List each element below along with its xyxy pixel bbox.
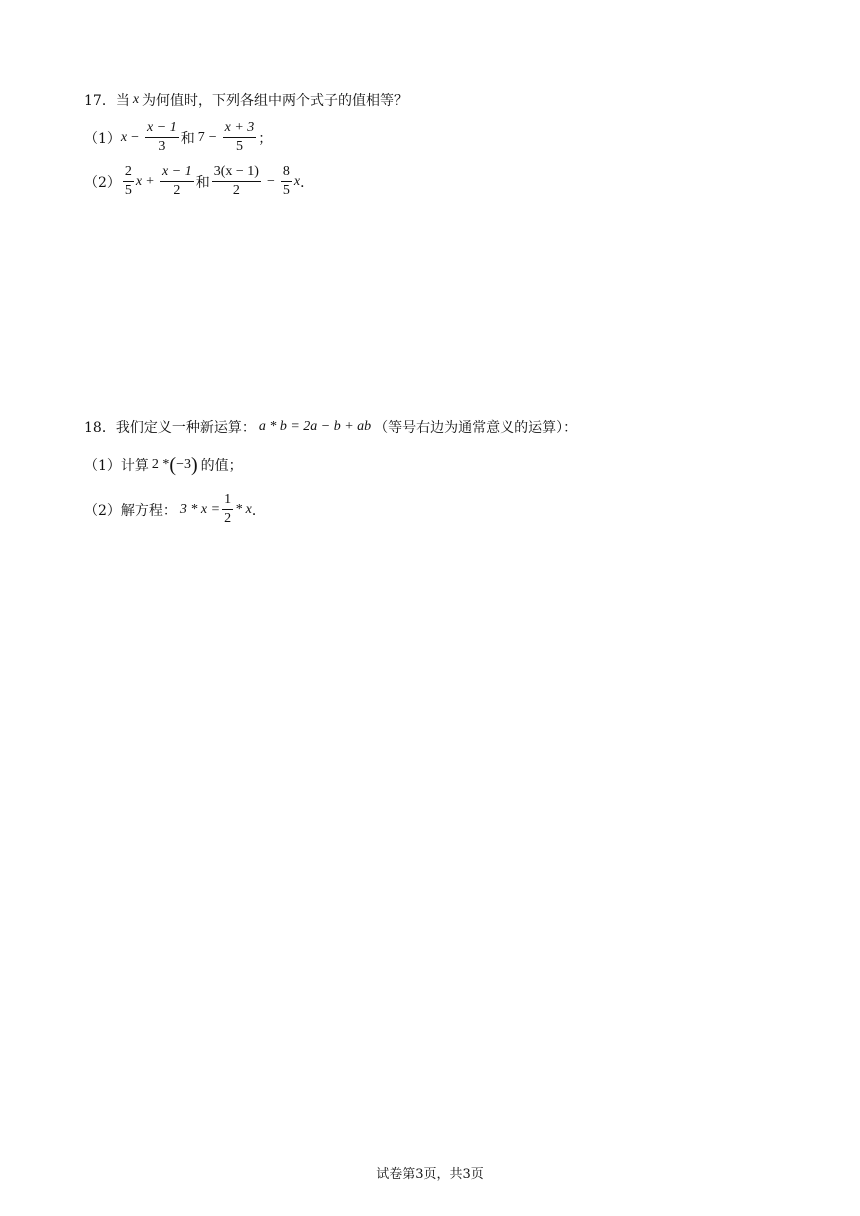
numerator: x − 1 xyxy=(145,120,179,138)
q17-p1-and: 和 xyxy=(180,130,195,147)
q17-p1-minus-2: − xyxy=(208,129,217,145)
denominator: 3 xyxy=(158,139,166,154)
q18-p2-rhs: * x xyxy=(235,501,252,517)
numerator: 3(x − 1) xyxy=(212,164,261,182)
page-footer: 试卷第3页，共3页 xyxy=(376,1167,484,1182)
q17-stem-b: 为何值时，下列各组中两个式子的值相等？ xyxy=(142,93,409,109)
q17-p2-fraction-4 xyxy=(281,164,292,199)
numerator: x − 1 xyxy=(160,164,194,182)
q17-p2-label: （2） xyxy=(84,174,121,191)
denominator: 2 xyxy=(224,511,232,526)
q17-p1-fraction-2 xyxy=(223,120,257,155)
denominator: 2 xyxy=(173,183,181,198)
q17-stem-a: 当 xyxy=(115,93,130,109)
q18-p1-rparen: ) xyxy=(191,454,198,476)
q17-p2-and: 和 xyxy=(195,174,210,191)
q17-var: x xyxy=(132,92,140,107)
q17-stem xyxy=(84,90,408,110)
q17-p2-plus: + xyxy=(146,173,155,189)
numerator: 2 xyxy=(123,164,134,182)
denominator: 5 xyxy=(235,139,243,154)
q18-stem xyxy=(84,417,577,437)
q18-p1-expr-b: −3 xyxy=(176,457,191,472)
q18-p1-lparen: ( xyxy=(169,454,177,476)
q17-p1-label: （1） xyxy=(84,130,121,147)
denominator: 5 xyxy=(282,183,290,198)
q17-part1 xyxy=(84,120,272,155)
q17-p1-end: ； xyxy=(258,130,273,147)
q18-p1-expr-a: 2 * xyxy=(151,457,170,472)
q17-part2 xyxy=(84,164,314,199)
q17-p1-x: x xyxy=(120,129,128,145)
q17-p1-fraction-1 xyxy=(145,120,179,155)
q17-p2-fraction-1 xyxy=(123,164,134,199)
q18-part2 xyxy=(84,492,266,527)
q18-p2-lhs: 3 * x = xyxy=(179,501,221,517)
q17-p2-x2: x xyxy=(293,173,301,189)
q18-p2-end: ． xyxy=(251,502,266,519)
q17-p2-fraction-3 xyxy=(212,164,261,199)
q17-number: 17． xyxy=(84,93,116,109)
q17-p1-seven: 7 xyxy=(197,129,205,145)
q18-note: （等号右边为通常意义的运算）： xyxy=(374,420,578,436)
q18-number: 18． xyxy=(84,420,116,436)
q17-p2-end: ． xyxy=(300,174,315,191)
numerator: 1 xyxy=(222,492,233,510)
q17-p1-minus: − xyxy=(131,129,140,145)
q17-p2-minus: − xyxy=(266,173,275,189)
denominator: 5 xyxy=(124,183,132,198)
q18-formula: a * b = 2a − b + ab xyxy=(258,419,372,434)
q17-p2-fraction-2 xyxy=(160,164,194,199)
numerator: 8 xyxy=(281,164,292,182)
q18-p1-label: （1）计算 xyxy=(84,458,149,474)
q18-p1-tail: 的值； xyxy=(200,458,243,474)
q17-p2-x1: x xyxy=(135,173,143,189)
q18-stem-text: 我们定义一种新运算： xyxy=(115,420,256,436)
denominator: 2 xyxy=(232,183,240,198)
numerator: x + 3 xyxy=(223,120,257,138)
q18-part1 xyxy=(84,455,243,475)
q18-p2-label: （2）解方程： xyxy=(84,502,177,519)
q18-p2-fraction xyxy=(222,492,233,527)
